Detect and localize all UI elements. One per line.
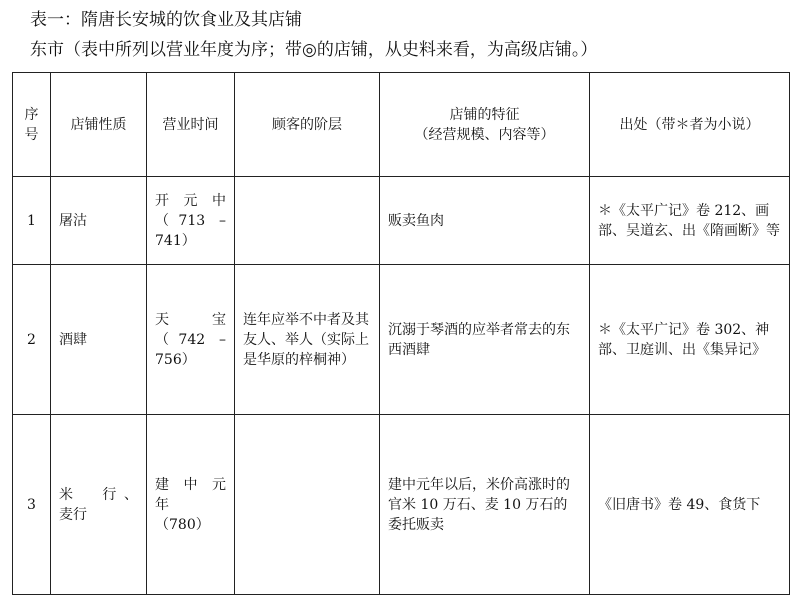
header-features-line2: （经营规模、内容等） bbox=[414, 126, 555, 143]
table-row bbox=[13, 415, 790, 595]
cell-shop-features: 建中元年以后，米价高涨时的官米 10 万石、麦 10 万石的委托贩卖 bbox=[380, 415, 590, 595]
cell-shop-type: 屠沽 bbox=[51, 177, 147, 265]
header-customer-class: 顾客的阶层 bbox=[235, 73, 380, 177]
time-line: （780） bbox=[155, 516, 210, 533]
header-number bbox=[13, 73, 51, 177]
cell-shop-type: 酒肆 bbox=[51, 265, 147, 415]
cell-customer-class bbox=[235, 177, 380, 265]
time-line: （713 – bbox=[155, 212, 226, 229]
table-row bbox=[13, 265, 790, 415]
header-shop-type: 店铺性质 bbox=[51, 73, 147, 177]
cell-shop-features: 贩卖鱼肉 bbox=[380, 177, 590, 265]
cell-customer-class bbox=[235, 415, 380, 595]
time-line: （742 – bbox=[155, 331, 226, 348]
cell-business-time bbox=[147, 415, 235, 595]
cell-business-time bbox=[147, 265, 235, 415]
cell-number: 2 bbox=[13, 265, 51, 415]
time-line: 天 宝 bbox=[155, 311, 226, 328]
time-line: 756） bbox=[155, 351, 196, 368]
header-source: 出处（带＊者为小说） bbox=[590, 73, 790, 177]
table-row bbox=[13, 177, 790, 265]
header-number-line1: 序 bbox=[24, 106, 39, 123]
cell-number: 3 bbox=[13, 415, 51, 595]
table-header-row bbox=[13, 73, 790, 177]
shop-type-line: 麦行 bbox=[59, 506, 87, 523]
cell-source: ＊《太平广记》卷 302、神部、卫庭训、出《集异记》 bbox=[590, 265, 790, 415]
cell-source: ＊《太平广记》卷 212、画部、吴道玄、出《隋画断》等 bbox=[590, 177, 790, 265]
shop-type-line: 米 行、 bbox=[59, 486, 138, 503]
time-line: 开元中 bbox=[155, 192, 226, 209]
header-business-time: 营业时间 bbox=[147, 73, 235, 177]
cell-business-time bbox=[147, 177, 235, 265]
time-line: 年 bbox=[155, 496, 169, 513]
cell-shop-type bbox=[51, 415, 147, 595]
time-line: 741） bbox=[155, 232, 196, 249]
cell-shop-features: 沉溺于琴酒的应举者常去的东西酒肆 bbox=[380, 265, 590, 415]
time-line: 建中元 bbox=[155, 476, 226, 493]
header-features-line1: 店铺的特征 bbox=[449, 106, 520, 123]
header-number-line2: 号 bbox=[24, 126, 39, 143]
header-shop-features bbox=[380, 73, 590, 177]
cell-number: 1 bbox=[13, 177, 51, 265]
page-title: 表一：隋唐长安城的饮食业及其店铺 bbox=[30, 10, 302, 30]
cell-customer-class: 连年应举不中者及其友人、举人（实际上是华原的梓桐神） bbox=[235, 265, 380, 415]
shops-table bbox=[12, 72, 790, 595]
table-caption: 东市（表中所列以营业年度为序；带◎的店铺，从史料来看，为高级店铺。） bbox=[30, 40, 598, 60]
cell-source: 《旧唐书》卷 49、食货下 bbox=[590, 415, 790, 595]
